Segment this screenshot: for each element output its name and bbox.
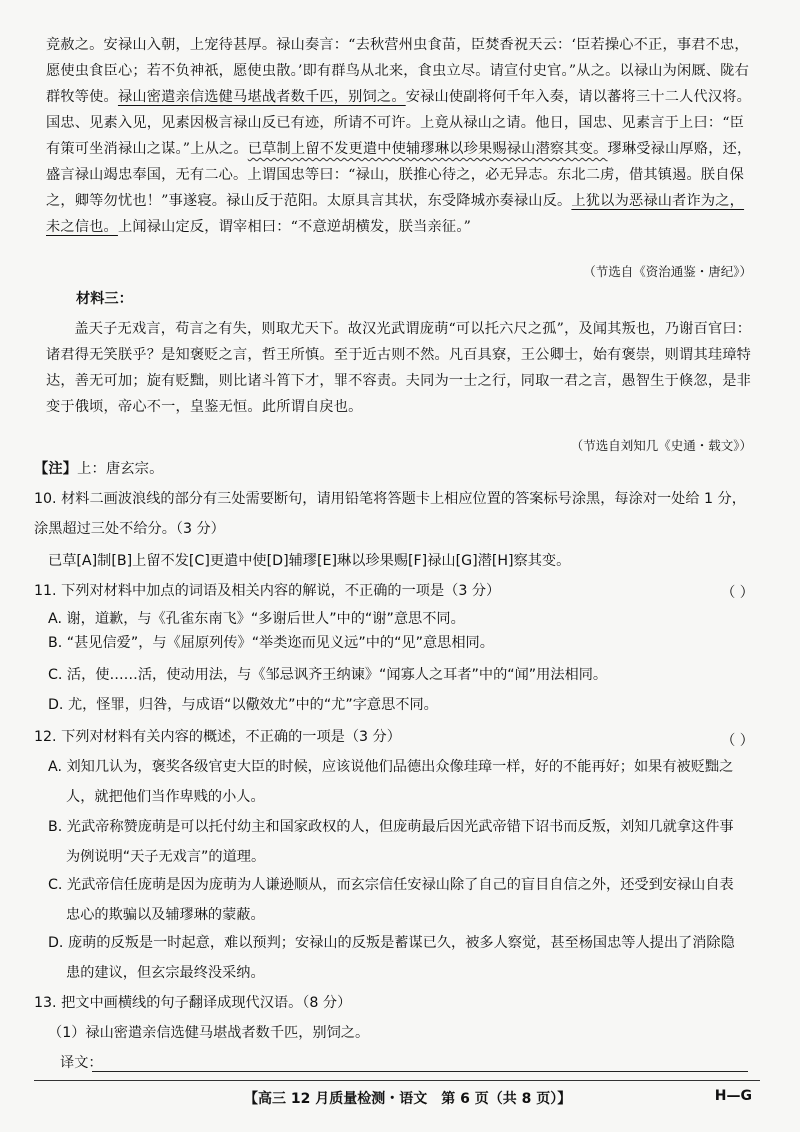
option-a-line-1: A. 刘知几认为，褒奖各级官吏大臣的时候，应该说他们品德出众像珪璋一样，好的不能再好；如果有被贬黜之	[48, 759, 734, 775]
material-two-segment-2: 安禄山使副将何千年入奏，请以蕃将三十二人代汉将。国忠、见素入见，见素因极言禄山反已有迹，所请不可许。上竟从禄山之请。他日，国忠、见素言于上曰：“臣有策可坐消禄山之谋。”上从之。	[46, 89, 752, 157]
question-11-answer-blank[interactable]: （ ）	[721, 585, 754, 601]
wavy-underlined-passage: 已草制上留不发更遣中使辅璆琳以珍果赐禄山潜察其变。	[247, 141, 608, 157]
option-b-line-2: 为例说明“天子无戏言”的道理。	[66, 849, 266, 865]
footer-divider	[34, 1080, 760, 1081]
question-12-option-a	[48, 752, 760, 812]
question-11-option-b: B. “甚见信爱”，与《屈原列传》“举类迩而见义远”中的“见”意思相同。	[48, 635, 494, 651]
translation-label: 译文：	[60, 1055, 103, 1071]
page-footer	[0, 1088, 800, 1112]
note-label: 【注】	[34, 461, 78, 477]
question-12-answer-blank[interactable]: （ ）	[721, 733, 754, 749]
question-11: 11. 下列对材料中加点的词语及相关内容的解说，不正确的一项是（3 分）	[34, 583, 501, 599]
footer-page-info: 【高三 12 月质量检测・语文 第 6 页（共 8 页）】	[244, 1091, 572, 1107]
question-12-option-c	[48, 870, 760, 930]
option-d-line-2: 患的建议，但玄宗最终没采纳。	[66, 965, 265, 981]
material-three-heading: 材料三：	[76, 291, 133, 307]
question-13-sentence-1: （1）禄山密遣亲信选健马堪战者数千匹，别饲之。	[48, 1025, 370, 1041]
annotation-note	[34, 456, 164, 482]
material-two-segment-1: 竞赦之。安禄山入朝，上宠待甚厚。禄山奏言：“去秋营州虫食苗，臣焚香祝天云：‘臣若操心不正，事君不忠，愿使虫食臣心；若不负神祇，愿使虫散。’即有群鸟从北来，食虫立尽。请宣付史官。”从之。以禄山为闲厩、陇右群牧等使。	[46, 37, 749, 105]
underlined-sentence-2: 上犹以为恶禄山者诈为之，未之信也。	[46, 193, 745, 235]
option-a-line-2: 人，就把他们当作卑贱的小人。	[66, 789, 265, 805]
question-11-option-a: A. 谢，道歉，与《孔雀东南飞》“多谢后世人”中的“谢”意思不同。	[48, 611, 465, 627]
question-13: 13. 把文中画横线的句子翻译成现代汉语。（8 分）	[34, 995, 352, 1011]
material-three-text: 盖天子无戏言，苟言之有失，则取尤天下。故汉光武谓庞萌“可以托六尺之孤”，及闻其叛也，乃谢百官曰：诸君得无笑朕乎？是知褒贬之言，哲王所慎。至于近古则不然。凡百具寮，王公卿士，始有褒崇，则谓其珪璋特达，善无可加；旋有贬黜，则比诸斗筲下才，罪不容责。夫同为一士之行，同取一君之言，愚智生于倏忽，是非变于俄顷，帝心不一，皇鉴无恒。此所谓自戾也。	[46, 321, 752, 415]
option-c-line-2: 忠心的欺骗以及辅璆琳的蒙蔽。	[66, 907, 265, 923]
option-d-line-1: D. 庞萌的反叛是一时起意，难以预判；安禄山的反叛是蓄谋已久，被多人察觉，甚至杨国忠等人提出了消除隐	[48, 935, 735, 951]
material-two-source: （节选自《资治通鉴・唐纪》）	[583, 264, 752, 279]
option-c-line-1: C. 光武帝信任庞萌是因为庞萌为人谦逊顺从，而玄宗信任安禄山除了自己的盲目自信之外，还受到安禄山自表	[48, 877, 734, 893]
question-11-option-c: C. 活，使……活，使动用法，与《邹忌讽齐王纳谏》“闻寡人之耳者”中的“闻”用法相同。	[48, 667, 608, 683]
material-two-segment-3: 璆琳受禄山厚赂，还，盛言禄山竭忠奉国，无有二心。上谓国忠等曰：“禄山，朕推心待之，必无异志。东北二虏，借其镇遏。朕自保之，卿等勿忧也！”事遂寝。禄山反于范阳。太原具言其状，东受降城亦奏禄山反。	[46, 141, 752, 209]
material-three-source: （节选自刘知几《史通・载文》）	[570, 438, 752, 453]
translation-answer-line[interactable]	[92, 1070, 748, 1072]
footer-code: H—G	[714, 1088, 752, 1104]
question-12-option-d	[48, 928, 760, 988]
question-10: 10. 材料二画波浪线的部分有三处需要断句，请用铅笔将答题卡上相应位置的答案标号涂黑，每涂对一处给 1 分，涂黑超过三处不给分。（3 分）	[34, 491, 746, 537]
material-two-segment-4: 上闻禄山定反，谓宰相曰：“不意逆胡横发，朕当亲征。”	[117, 219, 472, 235]
question-12-option-b	[48, 812, 760, 872]
question-10-sentence: 已草[A]制[B]上留不发[C]更遣中使[D]辅璆[E]琳以珍果赐[F]禄山[G]潜[H]察其变。	[48, 553, 571, 569]
question-11-option-d: D. 尤，怪罪，归咎，与成语“以儆效尤”中的“尤”字意思不同。	[48, 697, 438, 713]
question-12: 12. 下列对材料有关内容的概述，不正确的一项是（3 分）	[34, 729, 401, 745]
underlined-sentence-1: 禄山密遣亲信选健马堪战者数千匹，别饲之。	[117, 89, 406, 105]
option-b-line-1: B. 光武帝称赞庞萌是可以托付幼主和国家政权的人，但庞萌最后因光武帝错下诏书而反叛，刘知几就拿这件事	[48, 819, 734, 835]
note-text: 上：唐玄宗。	[77, 461, 164, 477]
material-two-text	[46, 32, 758, 240]
